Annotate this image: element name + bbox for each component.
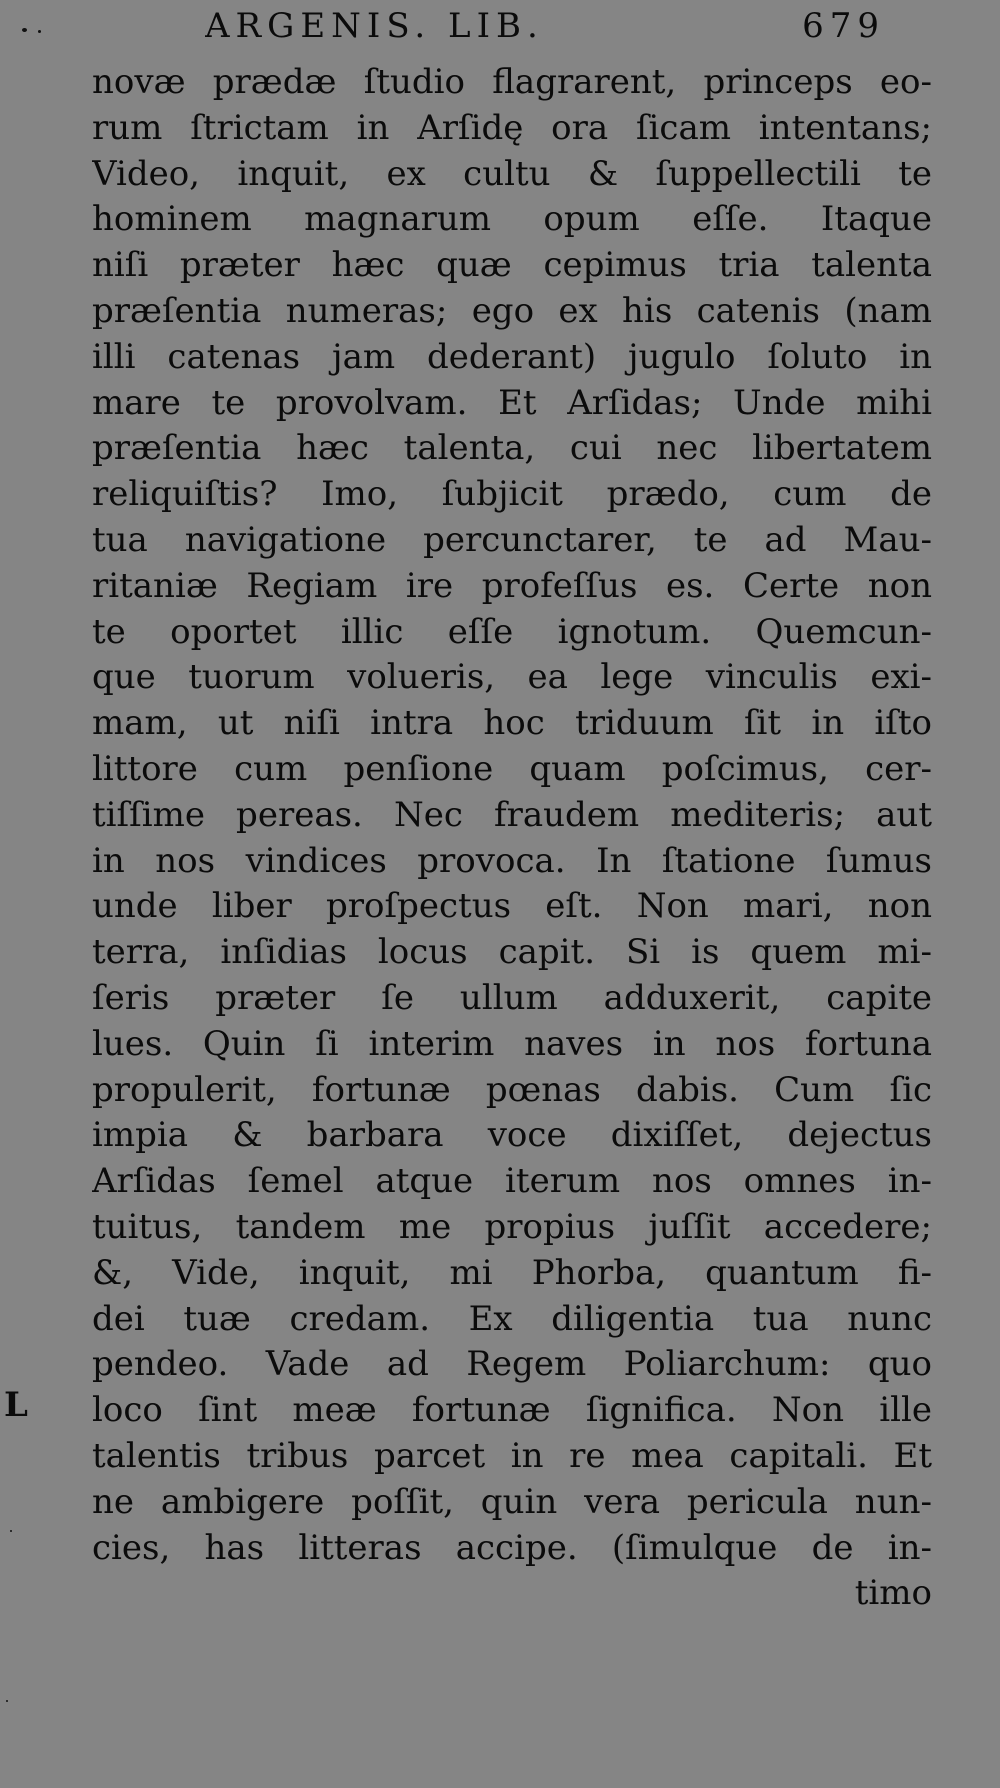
text-line: Arſidas ſemel atque iterum nos omnes in- — [92, 1161, 932, 1202]
text-line: &, Vide, inquit, mi Phorba, quantum fi- — [92, 1252, 932, 1293]
text-line: tua navigatione percunctarer, te ad Mau- — [92, 519, 932, 560]
text-line: Video, inquit, ex cultu & ſuppellectili te — [92, 153, 932, 194]
ink-speck — [38, 30, 41, 33]
text-line: te oportet illic eſſe ignotum. Quemcun- — [92, 611, 932, 652]
text-line: præſentia numeras; ego ex his catenis (nam — [92, 290, 932, 331]
text-line: ne ambigere poſſit, quin vera pericula nun- — [92, 1481, 932, 1522]
text-line: pendeo. Vade ad Regem Poliarchum: quo — [92, 1344, 932, 1385]
text-line: illi catenas jam dederant) jugulo ſoluto in — [92, 336, 932, 377]
text-line: rum ſtrictam in Arſidę ora ſicam intentans; — [92, 107, 932, 148]
margin-note: L — [4, 1385, 28, 1425]
text-line: hominem magnarum opum eſſe. Itaque — [92, 199, 932, 240]
text-line: in nos vindices provoca. In ſtatione ſumus — [92, 840, 932, 881]
running-head-title: ARGENIS. LIB. — [205, 6, 544, 46]
text-line: mam, ut niſi intra hoc triduum ſit in iſto — [92, 703, 932, 744]
text-line: propulerit, fortunæ pœnas dabis. Cum ſic — [92, 1069, 932, 1110]
ink-speck — [6, 1700, 8, 1702]
text-line: loco ſint meæ fortunæ ſignifica. Non ille — [92, 1390, 932, 1431]
text-line: impia & barbara voce dixiſſet, dejectus — [92, 1115, 932, 1156]
running-head — [205, 6, 895, 56]
text-line: talentis tribus parcet in re mea capitali. Et — [92, 1435, 932, 1476]
text-line: terra, inſidias locus capit. Si is quem mi- — [92, 932, 932, 973]
text-line: novæ prædæ ſtudio flagrarent, princeps eo- — [92, 62, 932, 102]
ink-speck — [22, 28, 27, 32]
text-line: que tuorum volueris, ea lege vinculis exi- — [92, 657, 932, 698]
text-line: ſeris præter ſe ullum adduxerit, capite — [92, 977, 932, 1018]
text-line: dei tuæ credam. Ex diligentia tua nunc — [92, 1298, 932, 1339]
ink-speck — [10, 1530, 12, 1532]
text-line: timo — [854, 1573, 932, 1614]
text-line: tuitus, tandem me propius juſſit accedere; — [92, 1206, 932, 1247]
text-line: cies, has litteras accipe. (ſimulque de in- — [92, 1527, 932, 1568]
text-line: lues. Quin ſi interim naves in nos fortuna — [92, 1023, 932, 1064]
text-line: mare te provolvam. Et Arſidas; Unde mihi — [92, 382, 932, 423]
text-line: tiſſime pereas. Nec fraudem mediteris; aut — [92, 794, 932, 835]
text-line: niſi præter hæc quæ cepimus tria talenta — [92, 245, 932, 286]
text-line: præſentia hæc talenta, cui nec libertatem — [92, 428, 932, 469]
page-number: 679 — [802, 6, 885, 46]
text-line: reliquiſtis? Imo, ſubjicit prædo, cum de — [92, 474, 932, 515]
text-line: ritaniæ Regiam ire profeſſus es. Certe non — [92, 565, 932, 606]
text-line: unde liber proſpectus eſt. Non mari, non — [92, 886, 932, 927]
body-text — [92, 60, 932, 1617]
text-line: littore cum penſione quam poſcimus, cer- — [92, 748, 932, 789]
